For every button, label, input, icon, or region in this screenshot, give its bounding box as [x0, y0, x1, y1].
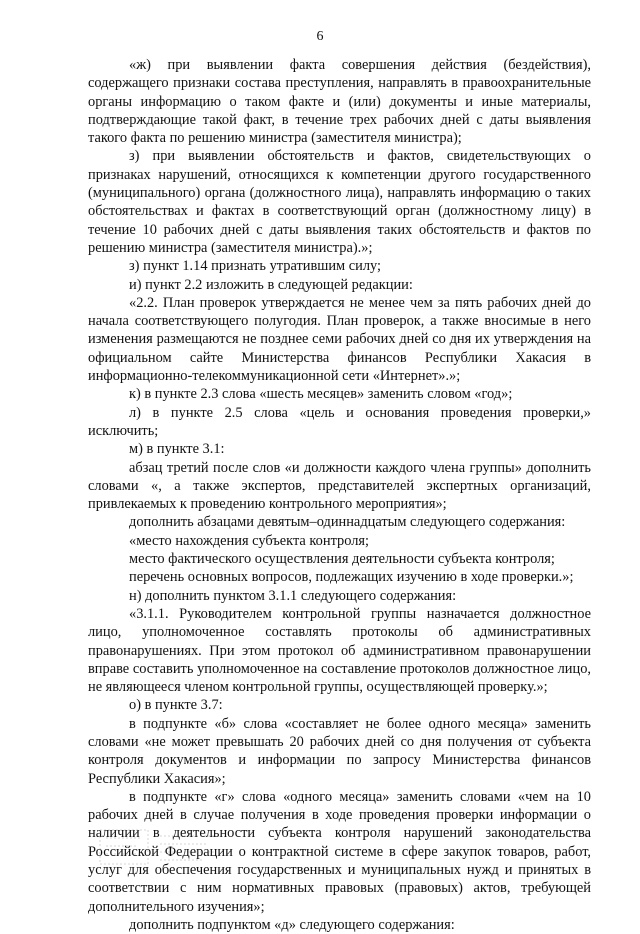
document-body — [88, 56, 591, 934]
paragraph: дополнить подпунктом «д» следующего содержания: — [129, 916, 455, 933]
paragraph: з) пункт 1.14 признать утратившим силу; — [129, 258, 382, 275]
faint-stamp-mark — [98, 826, 222, 870]
paragraph: место фактического осуществления деятельности субъекта контроля; — [129, 551, 555, 568]
paragraph: о) в пункте 3.7: — [129, 697, 223, 714]
paragraph: «3.1.1. Руководителем контрольной группы назначается должностное лицо, уполномоченное составлять протоколы об административных правонарушениях. При этом протокол об административном правонарушении вправе составить уполномоченное на составление протоколов должностное лицо, не являющееся членом контрольной группы, осуществляющей проверку.»; — [88, 605, 591, 696]
paragraph: дополнить абзацами девятым–одиннадцатым следующего содержания: — [129, 514, 566, 531]
paragraph: «место нахождения субъекта контроля; — [129, 532, 370, 549]
paragraph: з) при выявлении обстоятельств и фактов, свидетельствующих о признаках нарушений, относящихся к компетенции другого государственного (муниципального) органа (должностного лица), направлять информацию о таких обстоятельствах и фактах в соответствующий орган (должностному лицу) в течение 10 рабочих дней с даты выявления таких обстоятельств и фактов по решению министра (заместителя министра).»; — [88, 148, 591, 256]
paragraph: м) в пункте 3.1: — [129, 441, 225, 458]
paragraph: в подпункте «г» слова «одного месяца» заменить словами «чем на 10 рабочих дней в случае получения в ходе проведения проверки информации о наличии в деятельности субъекта контроля нарушений законодательства Российской Федерации о контрактной системе в сфере закупок товаров, работ, услуг для обеспечения государственных и муниципальных нужд и принятых в соответствии с ним нормативных правовых (правовых) актов, требующей дополнительного изучения»; — [88, 788, 591, 915]
paragraph: перечень основных вопросов, подлежащих изучению в ходе проверки.»; — [129, 569, 574, 586]
paragraph: в подпункте «б» слова «составляет не более одного месяца» заменить словами «не может превышать 20 рабочих дней со дня получения от субъекта контроля документов и информации по запросу Министерства финансов Республики Хакасия»; — [88, 715, 591, 787]
paragraph: л) в пункте 2.5 слова «цель и основания проведения проверки,» исключить; — [88, 404, 591, 439]
paragraph: «2.2. План проверок утверждается не менее чем за пять рабочих дней до начала соответствующего полугодия. План проверок, а также вносимые в него изменения размещаются не позднее семи рабочих дней со дня их утверждения на официальном сайте Министерства финансов Республики Хакасия в информационно-телекоммуникационной сети «Интернет».»; — [88, 294, 591, 385]
paragraph: «ж) при выявлении факта совершения действия (бездействия), содержащего признаки состава преступления, направлять в правоохранительные органы информацию о таком факте и (или) документы и иные материалы, подтверждающие такой факт, в течение трех рабочих дней с даты выявления такого факта по решению министра (заместителя министра); — [88, 57, 591, 147]
paragraph: и) пункт 2.2 изложить в следующей редакции: — [129, 276, 413, 293]
paragraph: абзац третий после слов «и должности каждого члена группы» дополнить словами «, а также экспертов, представителей экспертных организаций, привлекаемых к проведению контрольного мероприятия»; — [88, 459, 591, 513]
paragraph: н) дополнить пунктом 3.1.1 следующего содержания: — [129, 587, 457, 604]
page-number: 6 — [316, 29, 324, 44]
paragraph: к) в пункте 2.3 слова «шесть месяцев» заменить словом «год»; — [129, 386, 513, 403]
